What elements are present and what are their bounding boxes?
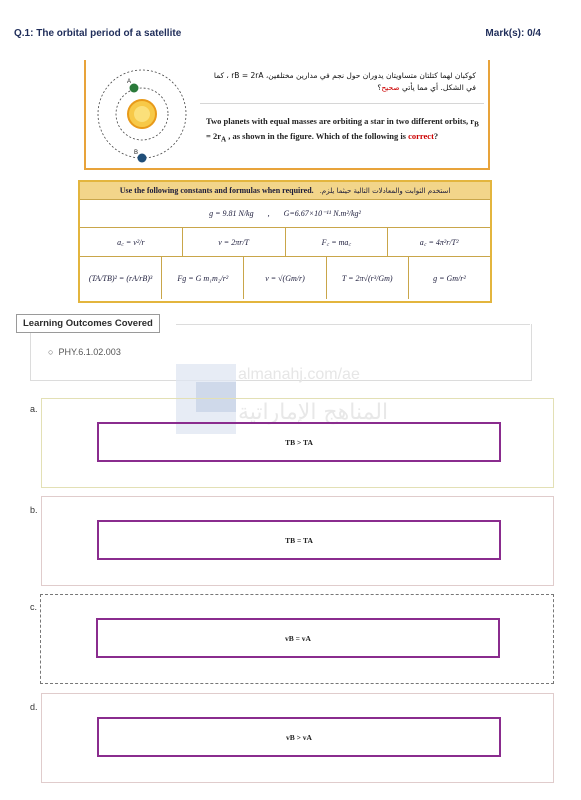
formula-v2: v = √(Gm/r) xyxy=(244,257,326,299)
orbit-figure xyxy=(90,66,194,164)
option-d-answer[interactable]: vB > vA xyxy=(97,717,501,757)
formula-fc: F꜀ = ma꜀ xyxy=(286,228,389,256)
option-c-answer[interactable]: vB = vA xyxy=(96,618,500,658)
formula-row-2 xyxy=(80,228,490,257)
formula-t: T = 2π√(r³/Gm) xyxy=(327,257,409,299)
formula-table xyxy=(78,180,492,303)
formula-row-constants: g = 9.81 N/kg , G=6.67×10⁻¹¹ N.m²/kg² xyxy=(80,200,490,228)
formula-fg: Fg = G m₁m₂/r² xyxy=(162,257,244,299)
formula-ac1: a꜀ = v²/r xyxy=(80,228,183,256)
option-c-letter: c. xyxy=(30,602,38,612)
formula-ac2: a꜀ = 4π²r/T² xyxy=(419,237,459,247)
formula-G: G=6.67×10⁻¹¹ N.m²/kg² xyxy=(283,209,361,218)
english-question: Two planets with equal masses are orbiting a star in two different orbits, $r_B = 2r_A$ , as shown in the figure. Which of the following is correct? xyxy=(206,116,479,144)
planet-a-label: A xyxy=(127,79,132,85)
option-d-letter: d. xyxy=(30,702,38,712)
formula-row-3 xyxy=(80,257,490,299)
formula-g: g = 9.81 N/kg xyxy=(209,209,254,218)
learning-outcome-item: ○ PHY.6.1.02.003 xyxy=(48,347,121,357)
option-b-letter: b. xyxy=(30,505,38,515)
formula-header-en: Use the following constants and formulas when required. xyxy=(119,186,314,195)
formula-v1: v = 2πr/T xyxy=(183,228,286,256)
option-d[interactable] xyxy=(41,693,554,783)
formula-header-ar: استخدم الثوابت والمعادلات التالية حيثما يلزم. xyxy=(319,186,451,195)
option-b-answer[interactable]: TB = TA xyxy=(97,520,501,560)
question-card xyxy=(84,60,490,170)
mark-score: Mark(s): 0/4 xyxy=(485,28,541,39)
learning-outcomes-label: Learning Outcomes Covered xyxy=(16,314,160,333)
arabic-line-2: في الشكل. أي مما يأتي صحيح؟ xyxy=(377,83,476,92)
question-title: Q.1: The orbital period of a satellite xyxy=(14,28,182,39)
formula-header xyxy=(80,182,490,200)
formula-kepler: (TA/TB)² = (rA/rB)³ xyxy=(80,257,162,299)
option-a[interactable] xyxy=(41,398,554,488)
watermark-text: almanahj.com/ae xyxy=(238,366,360,383)
option-a-answer[interactable]: TB > TA xyxy=(97,422,501,462)
option-a-letter: a. xyxy=(30,404,38,414)
option-b[interactable] xyxy=(41,496,554,586)
option-c[interactable] xyxy=(40,594,554,684)
planet-b-label: B xyxy=(134,150,139,156)
arabic-question xyxy=(206,70,476,94)
formula-g2: g = Gm/r² xyxy=(433,273,466,283)
watermark-arabic: المناهج الإماراتية xyxy=(238,400,389,425)
arabic-line-1: كوكبان لهما كتلتان متساويتان يدوران حول نجم في مدارين مختلفين، rB = 2rA ، كما xyxy=(213,71,476,80)
